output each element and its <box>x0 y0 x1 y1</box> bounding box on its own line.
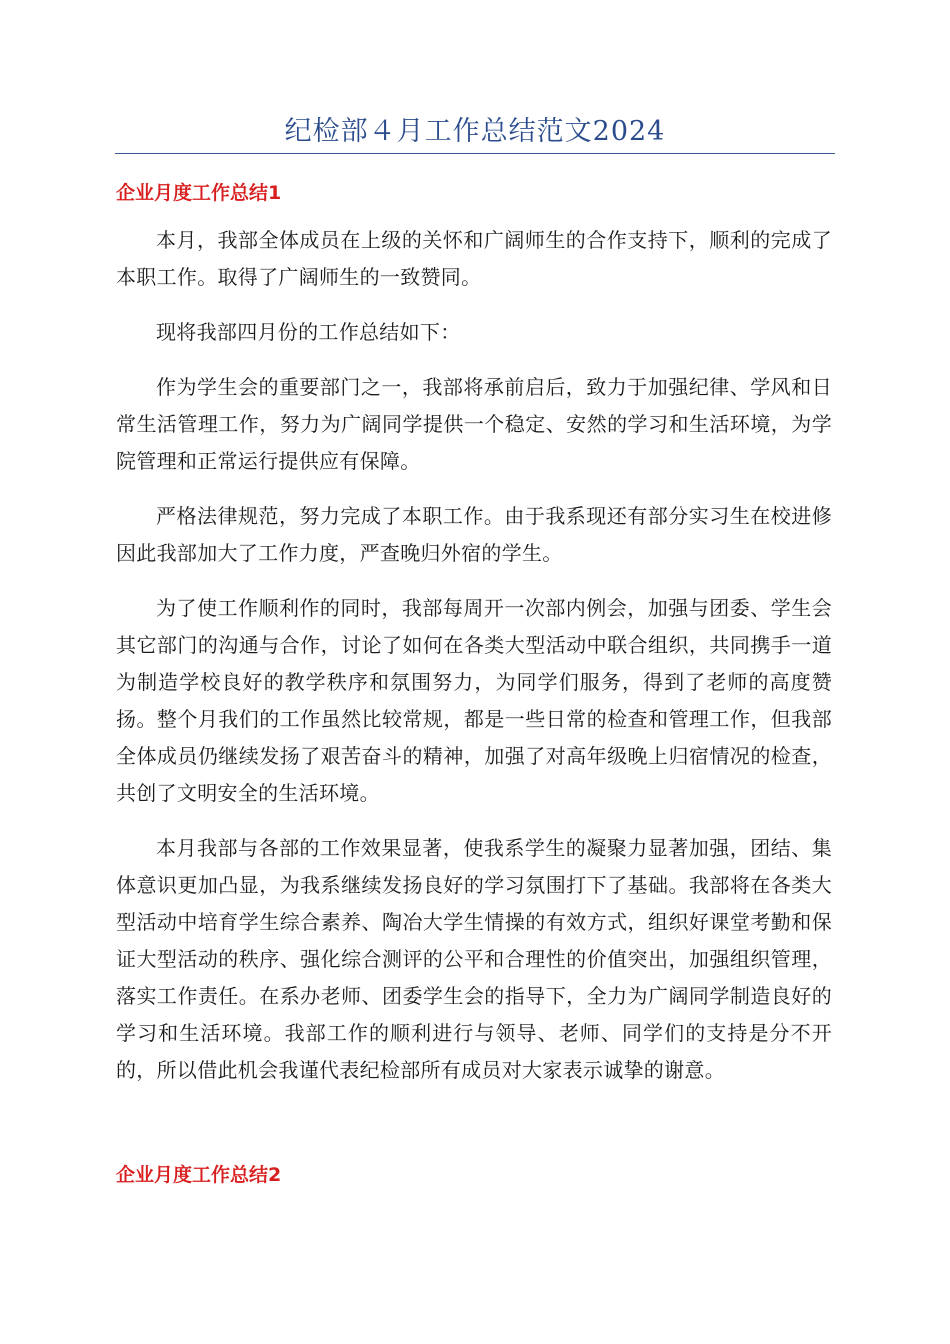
paragraph-1: 本月，我部全体成员在上级的关怀和广阔师生的合作支持下，顺利的完成了本职工作。取得了广阔师生的一致赞同。 <box>116 228 832 289</box>
paragraph-3: 作为学生会的重要部门之一，我部将承前启后，致力于加强纪律、学风和日常生活管理工作，努力为广阔同学提供一个稳定、安然的学习和生活环境，为学院管理和正常运行提供应有保障。 <box>116 375 832 473</box>
title-divider <box>115 153 835 154</box>
paragraph-2: 现将我部四月份的工作总结如下： <box>156 320 461 344</box>
section-heading-2: 企业月度工作总结2 <box>116 1164 282 1186</box>
section-heading-1: 企业月度工作总结1 <box>116 182 282 204</box>
section-1-body <box>116 222 832 1107</box>
paragraph-4: 严格法律规范，努力完成了本职工作。由于我系现还有部分实习生在校进修因此我部加大了工作力度，严查晚归外宿的学生。 <box>116 504 832 565</box>
paragraph-6: 本月我部与各部的工作效果显著，使我系学生的凝聚力显著加强，团结、集体意识更加凸显，为我系继续发扬良好的学习氛围打下了基础。我部将在各类大型活动中培育学生综合素养、陶冶大学生情操的有效方式，组织好课堂考勤和保证大型活动的秩序、强化综合测评的公平和合理性的价值突出，加强组织管理，落实工作责任。在系办老师、团委学生会的指导下，全力为广阔同学制造良好的学习和生活环境。我部工作的顺利进行与领导、老师、同学们的支持是分不开的，所以借此机会我谨代表纪检部所有成员对大家表示诚挚的谢意。 <box>116 836 832 1082</box>
page-title: 纪检部４月工作总结范文2024 <box>284 116 666 147</box>
paragraph-5: 为了使工作顺利作的同时，我部每周开一次部内例会，加强与团委、学生会其它部门的沟通与合作，讨论了如何在各类大型活动中联合组织，共同携手一道为制造学校良好的教学秩序和氛围努力，为同学们服务，得到了老师的高度赞扬。整个月我们的工作虽然比较常规，都是一些日常的检查和管理工作，但我部全体成员仍继续发扬了艰苦奋斗的精神，加强了对高年级晚上归宿情况的检查，共创了文明安全的生活环境。 <box>116 596 832 805</box>
